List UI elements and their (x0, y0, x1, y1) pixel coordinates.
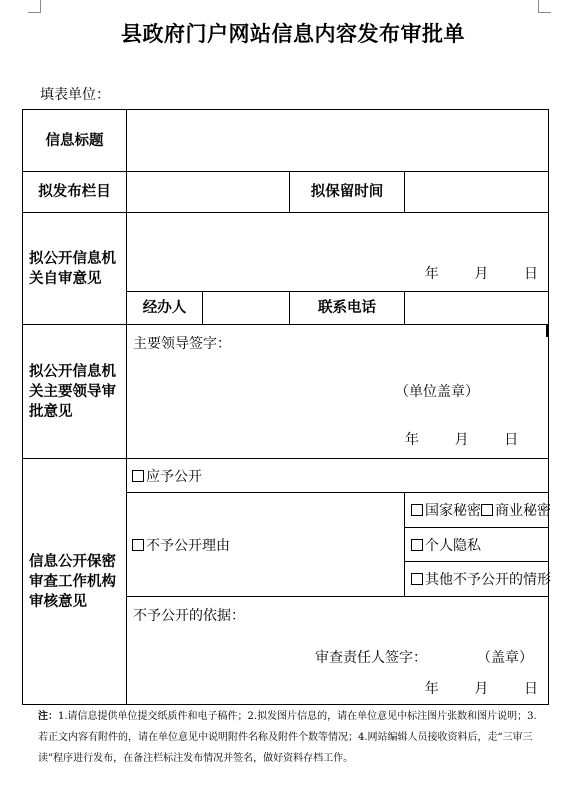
self-review-date (425, 263, 538, 283)
checkbox[interactable] (411, 504, 423, 516)
column-field[interactable] (127, 172, 290, 213)
label-secrecy-review-text: 信息公开保密审查工作机构审核意见 (29, 553, 116, 610)
checkbox[interactable] (132, 539, 144, 551)
label-leader-review (23, 325, 127, 459)
date-month: 月 (454, 432, 469, 448)
label-handler: 经办人 (127, 292, 203, 325)
label-info-title: 信息标题 (23, 110, 127, 172)
label-column: 拟发布栏目 (23, 172, 127, 213)
secret-options (405, 493, 549, 528)
other-reason-label: 其他不予公开的情形 (425, 572, 551, 588)
footnote-text: 1.请信息提供单位提交纸质件和电子稿件；2.拟发图片信息的，请在单位意见中标注图片张数和图片说明；3.若正文内容有附件的，请在单位意见中说明附件名称及附件个数等情况；4.网站编辑人员接收资料后，走“三审三读”程序进行发布，在备注栏标注发布情况并签名，做好资料存档工作。 (38, 711, 537, 764)
label-secrecy-review (23, 459, 127, 705)
date-day: 日 (504, 432, 519, 448)
state-secret-label: 国家秘密 (425, 503, 481, 519)
date-day: 日 (524, 266, 538, 282)
leader-sign-label: 主要领导签字： (133, 336, 231, 352)
leader-review-field[interactable] (127, 325, 549, 459)
info-title-field[interactable] (127, 110, 549, 172)
date-year: 年 (424, 266, 439, 282)
page-corner-mark (538, 0, 551, 13)
basis-label: 不予公开的依据： (133, 608, 245, 624)
label-self-review-text: 拟公开信息机关自审意见 (29, 250, 116, 287)
checkbox[interactable] (132, 470, 144, 482)
date-day: 日 (524, 681, 538, 697)
label-phone: 联系电话 (290, 292, 405, 325)
privacy-label: 个人隐私 (425, 537, 481, 554)
should-publish-label: 应予公开 (146, 468, 202, 485)
commercial-secret-label: 商业秘密 (495, 503, 551, 519)
checkbox[interactable] (411, 539, 423, 551)
date-month: 月 (474, 681, 489, 697)
approval-form-table (22, 109, 549, 705)
basis-field[interactable] (127, 597, 549, 705)
self-review-field[interactable] (127, 213, 549, 292)
checkbox[interactable] (411, 573, 423, 585)
date-year: 年 (424, 681, 439, 697)
date-month: 月 (474, 266, 489, 282)
label-retention: 拟保留时间 (290, 172, 405, 213)
reviewer-sign-label: 审查责任人签字： (315, 650, 427, 666)
text-cursor (546, 325, 548, 337)
document-title: 县政府门户网站信息内容发布审批单 (121, 21, 465, 46)
should-publish-option[interactable] (127, 459, 549, 493)
retention-field[interactable] (405, 172, 549, 213)
checkbox[interactable] (481, 504, 493, 516)
label-leader-review-text: 拟公开信息机关主要领导审批意见 (29, 363, 116, 420)
privacy-option[interactable] (405, 528, 549, 562)
label-self-review (23, 213, 127, 325)
unit-label: 填表单位： (40, 87, 110, 103)
footnote (38, 706, 538, 769)
date-year: 年 (405, 432, 419, 448)
basis-date (425, 678, 538, 698)
unit-seal-label: （单位盖章） (395, 384, 479, 400)
footnote-label: 注： (38, 711, 58, 722)
not-publish-reason-label: 不予公开理由 (146, 537, 230, 554)
not-publish-reason-option[interactable] (127, 493, 405, 597)
other-reason-option[interactable] (405, 562, 549, 597)
leader-review-date (405, 429, 518, 449)
page-corner-mark (28, 0, 41, 13)
handler-field[interactable] (203, 292, 290, 325)
seal-label: （盖章） (477, 650, 533, 666)
phone-field[interactable] (405, 292, 549, 325)
